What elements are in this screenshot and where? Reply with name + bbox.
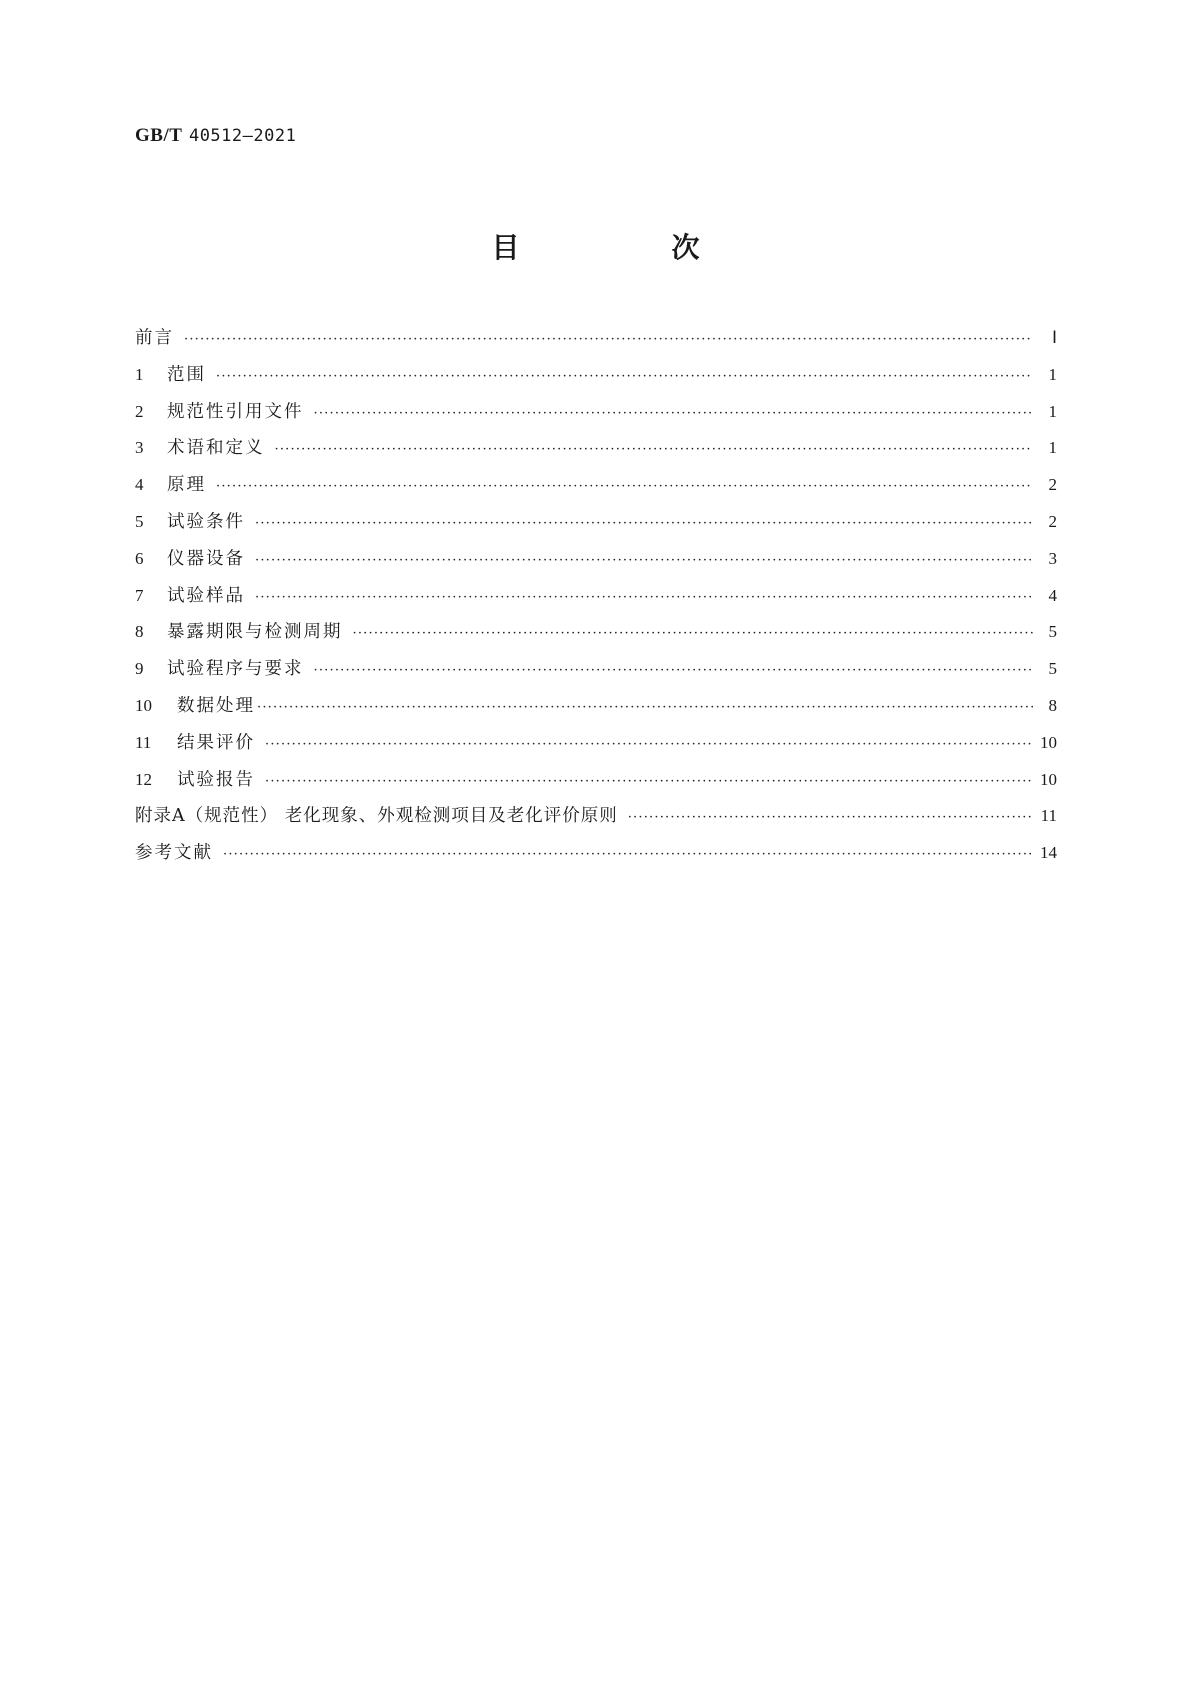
toc-leader-dots	[314, 663, 1034, 678]
toc-entry-6[interactable]	[135, 545, 1057, 582]
toc-page-number: 14	[1040, 843, 1057, 863]
toc-entry-11[interactable]	[135, 729, 1057, 766]
standard-number: 40512—2021	[188, 126, 297, 146]
toc-number: 3	[135, 438, 144, 458]
toc-label: 原理	[167, 475, 206, 496]
toc-number: 10	[135, 695, 152, 715]
toc-entry-1[interactable]	[135, 361, 1057, 398]
toc-entry-2[interactable]	[135, 398, 1057, 435]
toc-page-number: 1	[1048, 364, 1057, 384]
toc-number: 2	[135, 401, 144, 421]
toc-page-number: 2	[1048, 511, 1057, 531]
toc-number: 7	[135, 585, 144, 605]
toc-leader-dots	[628, 810, 1033, 825]
toc-entry-3[interactable]	[135, 434, 1057, 471]
toc-leader-dots	[255, 553, 1033, 568]
toc-page-number: 2	[1048, 475, 1057, 495]
toc-label: 试验条件	[167, 511, 245, 532]
standard-prefix: GB/T	[135, 125, 183, 146]
toc-leader-dots	[184, 332, 1033, 347]
toc-label: 试验报告	[177, 769, 255, 790]
table-of-contents	[135, 324, 1057, 876]
toc-label: 数据处理	[177, 695, 255, 716]
toc-page-number: 5	[1048, 622, 1057, 642]
toc-number: 12	[135, 769, 152, 789]
toc-entry-12[interactable]	[135, 766, 1057, 803]
toc-label: 暴露期限与检测周期	[167, 622, 343, 643]
toc-entry-7[interactable]	[135, 582, 1057, 619]
toc-page-number: 1	[1048, 438, 1057, 458]
toc-leader-dots	[275, 442, 1034, 457]
toc-entry-5[interactable]	[135, 508, 1057, 545]
toc-entry-9[interactable]	[135, 655, 1057, 692]
toc-page-number: 10	[1040, 732, 1057, 752]
toc-leader-dots	[216, 369, 1033, 384]
toc-page-number: 11	[1040, 806, 1057, 826]
toc-number: 5	[135, 511, 144, 531]
toc-entry-annex-a[interactable]	[135, 802, 1057, 839]
toc-number: 11	[135, 732, 152, 752]
toc-page-number: Ⅰ	[1051, 328, 1057, 347]
toc-label: 参考文献	[135, 843, 213, 864]
toc-label: 附录A（规范性） 老化现象、外观检测项目及老化评价原则	[135, 806, 618, 827]
toc-page-number: 3	[1048, 548, 1057, 568]
toc-entry-8[interactable]	[135, 618, 1057, 655]
toc-leader-dots	[314, 406, 1034, 421]
toc-leader-dots	[257, 700, 1033, 715]
toc-leader-dots	[353, 626, 1034, 641]
toc-label: 前言	[135, 328, 174, 348]
toc-label: 仪器设备	[167, 548, 245, 569]
toc-number: 8	[135, 622, 144, 642]
toc-label: 规范性引用文件	[167, 401, 304, 422]
toc-number: 4	[135, 475, 144, 495]
page-title: 目 次	[491, 231, 762, 264]
toc-leader-dots	[255, 590, 1033, 605]
toc-entry-foreword[interactable]	[135, 324, 1057, 361]
toc-leader-dots	[223, 847, 1033, 862]
toc-label: 试验样品	[167, 585, 245, 606]
toc-leader-dots	[265, 774, 1033, 789]
toc-leader-dots	[255, 516, 1033, 531]
toc-entry-4[interactable]	[135, 471, 1057, 508]
toc-page-number: 8	[1048, 695, 1057, 715]
toc-entry-bibliography[interactable]	[135, 839, 1057, 876]
toc-label: 试验程序与要求	[167, 659, 304, 680]
toc-number: 9	[135, 659, 144, 679]
toc-label: 结果评价	[177, 732, 255, 753]
toc-label: 术语和定义	[167, 438, 265, 459]
toc-label: 范围	[167, 364, 206, 385]
toc-leader-dots	[216, 479, 1033, 494]
toc-page-number: 4	[1048, 585, 1057, 605]
toc-page-number: 10	[1040, 769, 1057, 789]
toc-entry-10[interactable]	[135, 692, 1057, 729]
toc-leader-dots	[265, 737, 1033, 752]
toc-number: 6	[135, 548, 144, 568]
toc-page-number: 1	[1048, 401, 1057, 421]
toc-page-number: 5	[1048, 659, 1057, 679]
standard-code	[135, 124, 296, 147]
toc-number: 1	[135, 364, 144, 384]
